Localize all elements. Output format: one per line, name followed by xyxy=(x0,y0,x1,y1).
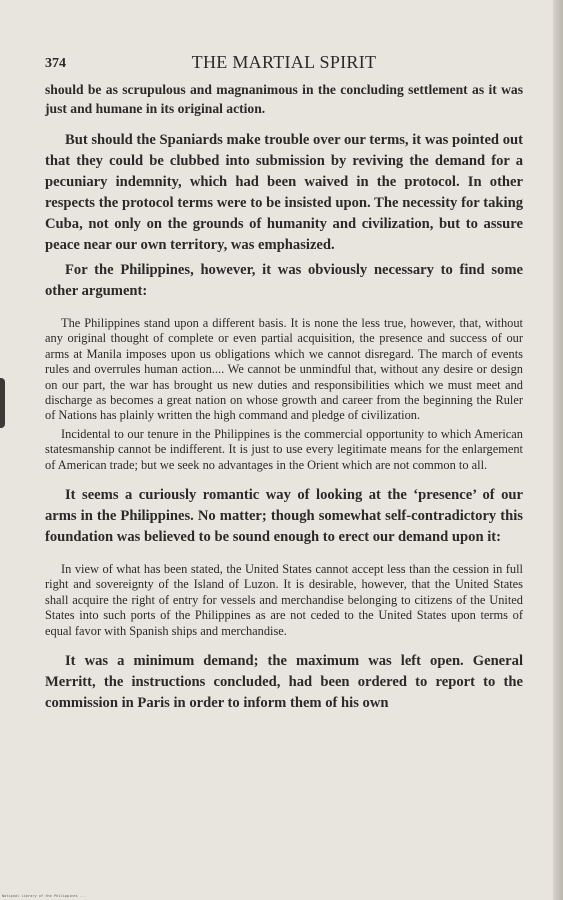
page-number: 374 xyxy=(45,56,66,71)
block-quote-philippines xyxy=(45,316,523,473)
page-header xyxy=(45,52,523,74)
scan-footer: National Library of the Philippines ... xyxy=(2,894,87,898)
running-head: THE MARTIAL SPIRIT xyxy=(191,52,377,72)
page-body xyxy=(45,80,523,714)
block-quote-luzon xyxy=(45,562,523,639)
quote-paragraph: In view of what has been stated, the United States cannot accept less than the cession in full right and sovereignty of the Island of Luzon. It is desirable, however, that the United States shall acquire the right of entry for vessels and merchandise belonging to citizens of the United States into such ports of the Philippines as are not ceded to the United States upon terms of equal favor with Spanish ships and merchandise. xyxy=(45,562,523,638)
quote-paragraph: The Philippines stand upon a different basis. It is none the less true, however, that, without any original thought of complete or even partial acquisition, the presence and success of our arms at Manila imposes upon us obligations which we cannot disregard. The march of events rules and overrules human action.... We cannot be unmindful that, without any desire or design on our part, the war has brought us new duties and responsibilities which we must meet and discharge as becomes a great nation on whose growth and career from the beginning the Ruler of Nations has plainly written the high command and pledge of civilization. xyxy=(45,316,523,423)
paragraph-continued: should be as scrupulous and magnanimous in the concluding settlement as it was just and humane in its original action. xyxy=(45,82,523,116)
quote-paragraph: Incidental to our tenure in the Philippines is the commercial opportunity to which American statesmanship cannot be indifferent. It is just to use every legitimate means for the enlargement of American trade; but we seek no advantages in the Orient which are not common to all. xyxy=(45,426,523,472)
paragraph-romantic: It seems a curiously romantic way of looking at the ‘presence’ of our arms in the Philippines. No matter; though somewhat self-contradictory this foundation was believed to be sound enough to erect our demand upon it: xyxy=(45,487,523,546)
scan-blot xyxy=(0,378,5,428)
paragraph-spaniards: But should the Spaniards make trouble over our terms, it was pointed out that they could be clubbed into submission by reviving the demand for a pecuniary indemnity, which had been waived in the protocol. In other respects the protocol terms were to be insisted upon. The necessity for taking Cuba, not only on the grounds of humanity and civilization, but to assure peace near our own territory, was emphasized. xyxy=(45,132,523,253)
paragraph-minimum-demand: It was a minimum demand; the maximum was left open. General Merritt, the instructions concluded, had been ordered to report to the commission in Paris in order to inform them of his own xyxy=(45,653,523,712)
paragraph-philippines-argument: For the Philippines, however, it was obviously necessary to find some other argument: xyxy=(45,262,523,299)
page-edge-shadow xyxy=(553,0,563,900)
